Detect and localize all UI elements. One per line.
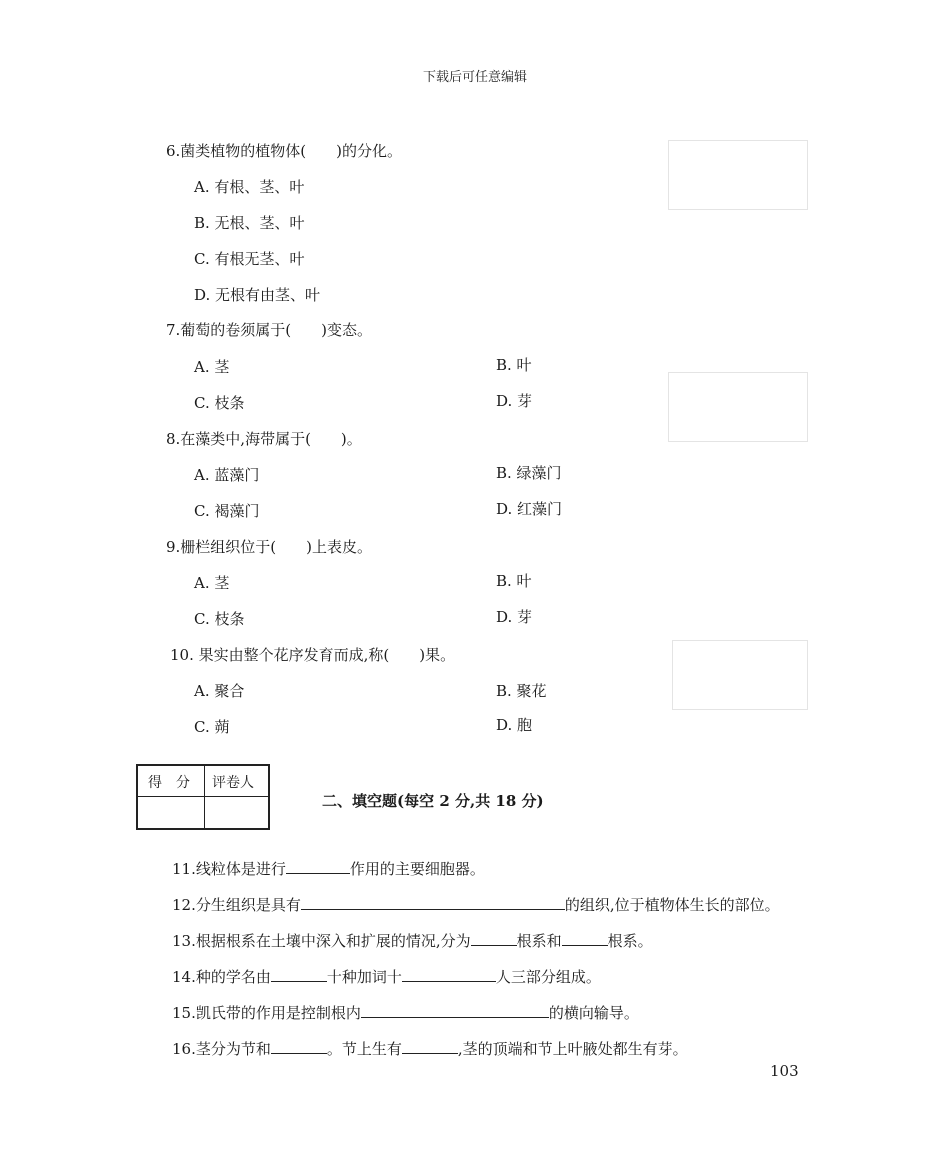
answer-blank: [271, 967, 327, 982]
score-label: 得 分: [148, 775, 190, 791]
fill-item-text: 15.凯氏带的作用是控制根内: [172, 1004, 361, 1022]
question-9-option-d: D. 芽: [496, 608, 533, 626]
fill-item-text: 的组织,位于植物体生长的部位。: [564, 896, 780, 914]
fill-item-text: 根系和: [516, 932, 562, 950]
question-9-option-b: B. 叶: [496, 572, 532, 590]
question-6-stem: 6.菌类植物的植物体( )的分化。: [166, 142, 403, 160]
question-7-stem: 7.葡萄的卷须属于( )变态。: [166, 321, 373, 339]
question-9-option-a: A. 茎: [194, 574, 230, 592]
fill-item-text: 11.线粒体是进行: [172, 860, 286, 878]
fill-item-13: [172, 930, 653, 951]
bleed-through-box: [668, 140, 808, 210]
question-10-option-a: A. 聚合: [194, 682, 245, 700]
question-6-option-c: C. 有根无茎、叶: [194, 250, 305, 268]
question-7-option-b: B. 叶: [496, 356, 532, 374]
question-8-option-b: B. 绿藻门: [496, 464, 562, 482]
answer-blank: [301, 895, 565, 910]
page-number: 103: [770, 1062, 799, 1080]
question-8-option-d: D. 红藻门: [496, 500, 563, 518]
question-6-option-a: A. 有根、茎、叶: [194, 178, 305, 196]
fill-item-14: [172, 966, 601, 987]
bleed-through-box: [668, 372, 808, 442]
score-grader-table: [136, 764, 270, 830]
fill-item-text: 作用的主要细胞器。: [349, 860, 485, 878]
question-10-option-c: C. 蒴: [194, 718, 230, 736]
fill-item-text: 16.茎分为节和: [172, 1040, 271, 1058]
question-10-option-d: D. 胞: [496, 716, 533, 734]
fill-item-16: [172, 1038, 688, 1059]
fill-item-12: [172, 894, 780, 915]
fill-item-11: [172, 858, 485, 879]
answer-blank: [271, 1039, 327, 1054]
fill-item-text: 13.根据根系在土壤中深入和扩展的情况,分为: [172, 932, 471, 950]
fill-item-text: 的横向输导。: [548, 1004, 639, 1022]
question-7-option-a: A. 茎: [194, 358, 230, 376]
answer-blank: [402, 967, 496, 982]
question-9-stem: 9.栅栏组织位于( )上表皮。: [166, 538, 373, 556]
question-8-stem: 8.在藻类中,海带属于( )。: [166, 430, 362, 448]
answer-blank: [562, 931, 608, 946]
question-6-option-b: B. 无根、茎、叶: [194, 214, 305, 232]
question-9-option-c: C. 枝条: [194, 610, 245, 628]
answer-blank: [402, 1039, 458, 1054]
question-8-option-c: C. 褐藻门: [194, 502, 260, 520]
fill-item-15: [172, 1002, 639, 1023]
question-8-option-a: A. 蓝藻门: [194, 466, 260, 484]
page-header: 下载后可任意编辑: [422, 70, 527, 85]
question-10-option-b: B. 聚花: [496, 682, 547, 700]
question-10-stem: 10. 果实由整个花序发育而成,称( )果。: [170, 646, 456, 664]
answer-blank: [286, 859, 350, 874]
bleed-through-box: [672, 640, 808, 710]
question-7-option-d: D. 芽: [496, 392, 533, 410]
section-title: 二、填空题(每空 2 分,共 18 分): [322, 792, 544, 810]
fill-item-text: 根系。: [607, 932, 653, 950]
fill-item-text: ,茎的顶端和节上叶腋处都生有芽。: [457, 1040, 688, 1058]
fill-item-text: 12.分生组织是具有: [172, 896, 301, 914]
answer-blank: [471, 931, 517, 946]
answer-blank: [361, 1003, 549, 1018]
fill-item-text: 14.种的学名由: [172, 968, 271, 986]
grader-label: 评卷人: [212, 775, 254, 791]
fill-item-text: 。节上生有: [326, 1040, 402, 1058]
question-7-option-c: C. 枝条: [194, 394, 245, 412]
fill-item-text: 十种加词十: [326, 968, 402, 986]
fill-item-text: 人三部分组成。: [495, 968, 601, 986]
question-6-option-d: D. 无根有由茎、叶: [194, 286, 321, 304]
